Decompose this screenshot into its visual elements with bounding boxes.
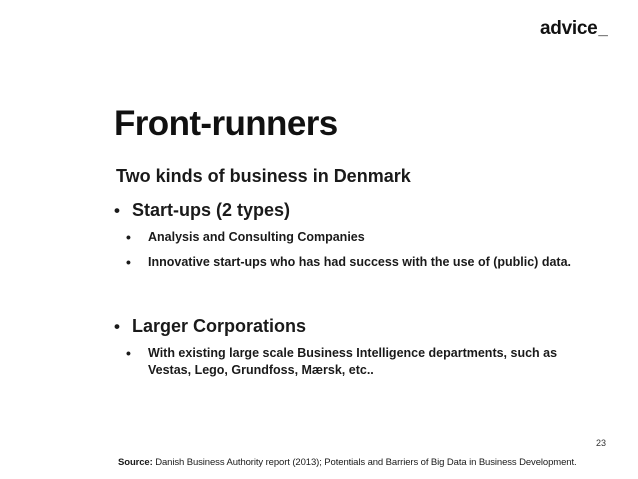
sub-bullet-dot-icon: •	[126, 345, 131, 361]
bullet-label: Start-ups (2 types)	[132, 200, 291, 220]
slide-subtitle: Two kinds of business in Denmark	[116, 166, 411, 186]
sub-bullet-dot-icon: •	[126, 254, 131, 270]
bullet-startups	[114, 200, 290, 221]
page-number: 23	[596, 438, 607, 448]
bullet-corporations	[114, 316, 306, 337]
logo-text: advice	[540, 18, 598, 39]
bullet-label: Larger Corporations	[132, 316, 307, 336]
sub-bullet-text: Analysis and Consulting Companies	[148, 230, 365, 244]
bullet-dot-icon: •	[114, 201, 120, 220]
slide-title: Front-runners	[114, 104, 338, 143]
logo-underscore: _	[598, 19, 608, 38]
sub-bullet-bi-departments	[126, 345, 578, 379]
bullet-dot-icon: •	[114, 317, 120, 336]
advice-logo	[540, 18, 608, 40]
sub-bullet-dot-icon: •	[126, 229, 131, 245]
sub-bullet-analysis	[126, 229, 606, 246]
source-text: Danish Business Authority report (2013); Potentials and Barriers of Big Data in Business Development.	[152, 457, 577, 468]
source-label: Source:	[118, 457, 153, 468]
sub-bullet-text: Innovative start-ups who has had success with the use of (public) data.	[148, 255, 571, 269]
source-citation	[118, 457, 577, 468]
sub-bullet-text: With existing large scale Business Intelligence departments, such as Vestas, Lego, Grundfoss, Mærsk, etc..	[148, 346, 558, 377]
sub-bullet-innovative	[126, 254, 606, 271]
